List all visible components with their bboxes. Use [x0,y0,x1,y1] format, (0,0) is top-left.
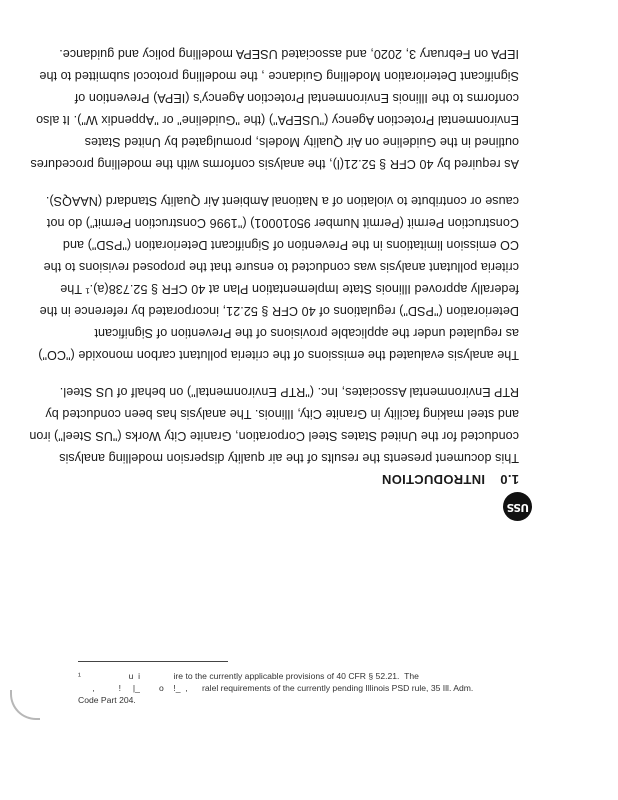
footnote-line: Code Part 204. [78,695,136,705]
paragraph-3-line: Significant Deterioration Modelling Guidance , the modelling protocol submitted to the [39,69,519,83]
paragraph-1-line: RTP Environmental Associates, Inc. ("RTP Environmental") on behalf of US Steel. [59,385,519,399]
footnote-line: ¹ u i ire to the currently applicable provisions of 40 CFR § 52.21. The [78,671,419,681]
footnote-divider [78,661,228,662]
uss-logo-icon [503,492,532,521]
section-heading [79,472,519,487]
paragraph-2-line: CO emission limitations in the Prevention of Significant Deterioration ("PSD") and [62,238,519,252]
paragraph-3-line: Environmental Protection Agency ("USEPA") (the "Guideline" or "Appendix W"). It also [36,113,519,127]
section-number: 1.0 [500,472,519,487]
scan-artifact [10,690,40,720]
paragraph-2-line: cause or contribute to violation of a National Ambient Air Quality Standard (NAAQS). [45,194,519,208]
paragraph-3-line: IEPA on February 3, 2020, and associated USEPA modelling policy and guidance. [59,47,519,61]
paragraph-2-line: federally approved Illinois State Implementation Plan at 40 CFR § 52.738(a).¹ The [60,282,519,296]
paragraph-1-line: This document presents the results of the air quality dispersion modelling analysis [59,451,519,465]
paragraph-2-line: as regulated under the applicable provisions of the Prevention of Significant [94,326,519,340]
paragraph-3-line: outlined in the Guideline on Air Quality Models, promulgated by United States [84,135,519,149]
paragraph-3-line: conforms to the Illinois Environmental Protection Agency's (IEPA) Prevention of [74,91,519,105]
paragraph-1-line: conducted for the United States Steel Corporation, Granite City Works ("US Steel") iron [29,429,519,443]
paragraph-2-line: Construction Permit (Permit Number 95010001) ("1996 Construction Permit") do not [46,216,519,230]
paragraph-2-line: Deterioration ("PSD") regulations of 40 CFR § 52.21, incorporated by reference in the [39,304,519,318]
paragraph-2-line: criteria pollutant analysis was conducted to ensure that the proposed revisions to the [43,260,519,274]
paragraph-3-line: As required by 40 CFR § 52.21(l), the analysis conforms with the modelling procedures [30,157,519,171]
footnote [78,670,518,706]
paragraph-2-line: The analysis evaluated the emissions of the criteria pollutant carbon monoxide ("CO") [38,348,519,362]
paragraph-1-line: and steel making facility in Granite City, Illinois. The analysis has been conducted by [45,407,519,421]
section-title: INTRODUCTION [381,472,485,487]
logo-text: USS [506,500,529,513]
footnote-line: , ! |_ o !_ , ralel requirements of the currently pending Illinois PSD rule, 35 Ill. Adm. [78,683,474,693]
